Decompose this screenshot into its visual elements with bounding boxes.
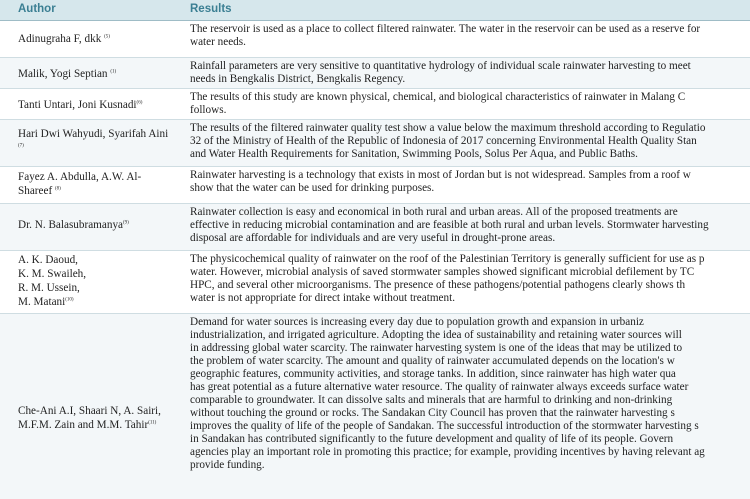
author-line xyxy=(18,170,186,184)
author-name: K. M. Swaileh, xyxy=(18,268,87,280)
author-name: Malik, Yogi Septian xyxy=(18,68,111,80)
result-text-line: The results of the filtered rainwater quality test show a value below the maximum threshold according to Regulatio xyxy=(190,122,706,134)
results-cell xyxy=(190,122,750,161)
author-line xyxy=(18,141,186,155)
table-row xyxy=(0,251,750,314)
author-line xyxy=(18,218,186,232)
author-name: Tanti Untari, Joni Kusnadi xyxy=(18,99,137,111)
result-text-line: Rainfall parameters are very sensitive to quantitative hydrology of individual scale rainwater harvesting to meet xyxy=(190,60,691,72)
author-name: M.F.M. Zain and M.M. Tahir xyxy=(18,419,149,431)
author-line xyxy=(18,418,186,432)
reference-number: (5) xyxy=(104,34,110,40)
result-text-line: geographic features, community activities, and storage tanks. In addition, since rainwater has high water qua xyxy=(190,368,676,380)
result-text-line: industrialization, and irrigated agriculture. Adopting the idea of sustainability and retaining water sources will xyxy=(190,329,682,341)
result-text-line: comparable to groundwater. It can dissolve salts and minerals that are harmful to drinking and non-drinking xyxy=(190,394,673,406)
author-name: Adinugraha F, dkk xyxy=(18,33,105,45)
reference-number: (6) xyxy=(136,100,143,106)
results-cell xyxy=(190,206,750,245)
result-text-line: water is not appropriate for direct intake without treatment. xyxy=(190,292,455,304)
reference-number: (10) xyxy=(65,297,74,303)
result-text-line: has great potential as a future alternative water resource. The quality of rainwater always exceeds surface water xyxy=(190,381,689,393)
result-text-line: HPC, and several other microorganisms. The presence of these pathogens/potential pathogens clearly shows th xyxy=(190,279,686,291)
results-cell xyxy=(190,23,750,49)
author-cell xyxy=(18,253,186,309)
table-row xyxy=(0,167,750,204)
author-line xyxy=(18,32,186,46)
result-text-line: and Water Health Requirements for Sanitation, Swimming Pools, Solus Per Aqua, and Public Baths. xyxy=(190,148,638,160)
author-line xyxy=(18,295,186,309)
result-text-line: without touching the ground or rocks. The Sandakan City Council has proven that the rainwater harvesting s xyxy=(190,407,675,419)
author-cell xyxy=(18,32,186,46)
results-cell xyxy=(190,253,750,305)
table-row xyxy=(0,58,750,89)
results-cell xyxy=(190,316,750,472)
table-row xyxy=(0,204,750,251)
author-name: Shareef xyxy=(18,185,55,197)
author-line xyxy=(18,184,186,198)
result-text-line: The reservoir is used as a place to collect filtered rainwater. The water in the reservoir can be used as a reserve for xyxy=(190,23,701,35)
table-row xyxy=(0,21,750,58)
result-text-line: the problem of water scarcity. The amount and quality of rainwater accumulated depends on the location's w xyxy=(190,355,675,367)
author-line xyxy=(18,253,186,267)
author-name: Dr. N. Balasubramanya xyxy=(18,219,124,231)
result-text-line: 32 of the Ministry of Health of the Republic of Indonesia of 2017 concerning Environmental Health Quality Stan xyxy=(190,135,697,147)
results-cell xyxy=(190,169,750,195)
result-text-line: Demand for water sources is increasing every day due to population growth and expansion in urbaniz xyxy=(190,316,644,328)
result-text-line: The physicochemical quality of rainwater on the roof of the Palestinian Territory is generally sufficient for use as p xyxy=(190,253,705,265)
author-name: Che-Ani A.I, Shaari N, A. Sairi, xyxy=(18,405,161,417)
result-text-line: Rainwater harvesting is a technology that exists in most of Jordan but is not widespread. Samples from a roof w xyxy=(190,169,691,181)
result-text-line: disposal are affordable for individuals and are very useful in drought-prone areas. xyxy=(190,232,556,244)
author-column-header: Author xyxy=(18,3,56,15)
result-text-line: water needs. xyxy=(190,36,246,48)
table-row xyxy=(0,314,750,499)
reference-number: (7) xyxy=(18,143,24,149)
result-text-line: in Sandakan has contributed significantly to the future development and quality of life of its people. Govern xyxy=(190,433,674,445)
results-cell xyxy=(190,60,750,86)
author-line xyxy=(18,281,186,295)
author-cell xyxy=(18,218,186,232)
author-cell xyxy=(18,98,186,112)
author-name: M. Matani xyxy=(18,296,66,308)
author-name: A. K. Daoud, xyxy=(18,254,78,266)
author-line xyxy=(18,67,186,81)
result-text-line: effective in reducing microbial contamination and are feasible at both rural and urban levels. Stormwater harvesting xyxy=(190,219,709,231)
author-cell xyxy=(18,404,186,432)
reference-number: (8) xyxy=(54,186,61,192)
reference-number: (9) xyxy=(123,220,129,226)
result-text-line: provide funding. xyxy=(190,459,265,471)
reference-number: (1) xyxy=(110,69,117,75)
result-text-line: Rainwater collection is easy and economical in both rural and urban areas. All of the proposed treatments are xyxy=(190,206,678,218)
author-cell xyxy=(18,170,186,198)
author-line xyxy=(18,404,186,418)
result-text-line: water. However, microbial analysis of saved stormwater samples showed significant microbial defilement by TC xyxy=(190,266,695,278)
table-row xyxy=(0,89,750,120)
author-name: Fayez A. Abdulla, A.W. Al- xyxy=(18,171,142,183)
author-line xyxy=(18,267,186,281)
author-line xyxy=(18,98,186,112)
author-line xyxy=(18,127,186,141)
result-text-line: show that the water can be used for drinking purposes. xyxy=(190,182,435,194)
author-name: R. M. Ussein, xyxy=(18,282,80,294)
result-text-line: agencies play an important role in promoting this practice; for example, providing incentives by having relevant ag xyxy=(190,446,705,458)
reference-number: (11) xyxy=(148,420,157,426)
author-cell xyxy=(18,127,186,155)
result-text-line: in addressing global water scarcity. The rainwater harvesting system is one of the ideas that may be utilized to xyxy=(190,342,683,354)
results-cell xyxy=(190,91,750,117)
results-column-header: Results xyxy=(190,3,232,15)
table-header xyxy=(0,0,750,21)
result-text-line: follows. xyxy=(190,104,227,116)
author-cell xyxy=(18,67,186,81)
result-text-line: improves the quality of life of the people of Sandakan. The successful introduction of the stormwater harvesting s xyxy=(190,420,699,432)
result-text-line: The results of this study are known physical, chemical, and biological characteristics of rainwater in Malang C xyxy=(190,91,686,103)
author-name: Hari Dwi Wahyudi, Syarifah Aini xyxy=(18,128,169,140)
result-text-line: needs in Bengkalis District, Bengkalis Regency. xyxy=(190,73,406,85)
table-row xyxy=(0,120,750,167)
